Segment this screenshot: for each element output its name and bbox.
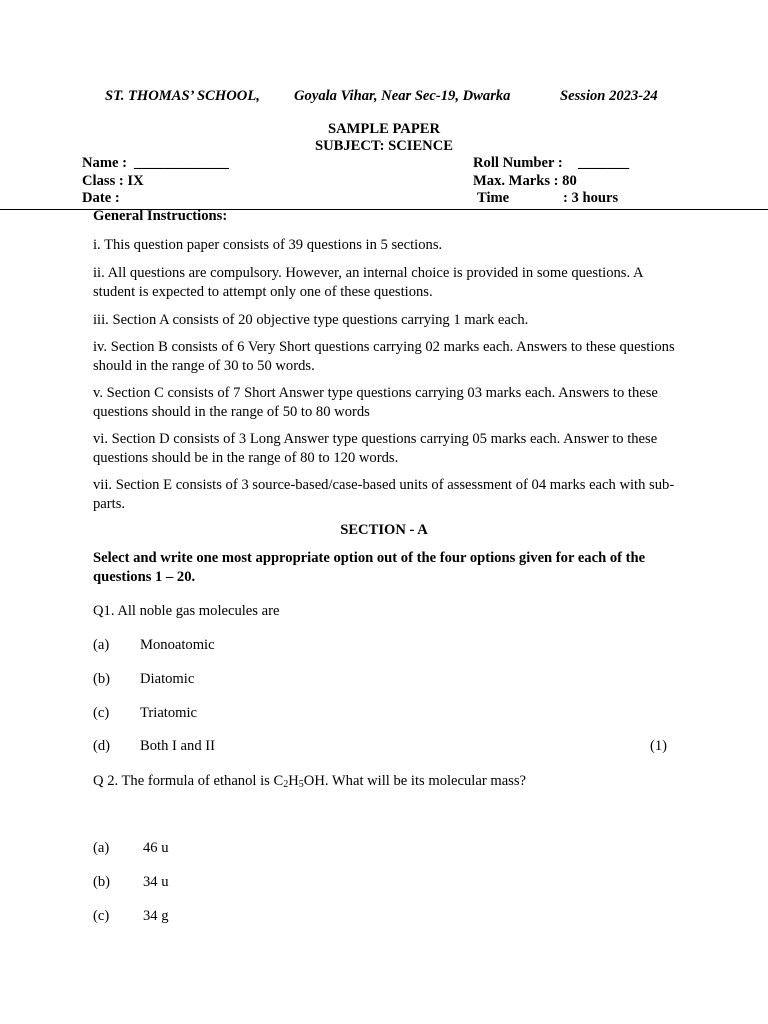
roll-blank: _______ — [578, 155, 630, 171]
time-value: : 3 hours — [563, 190, 619, 206]
paper-subject: SUBJECT: SCIENCE — [315, 138, 453, 154]
q1-text: Q1. All noble gas molecules are — [93, 603, 280, 619]
q1-option-text: Both I and II — [140, 738, 215, 754]
school-address: Goyala Vihar, Near Sec-19, Dwarka — [294, 88, 511, 104]
name-blank: _____________ — [134, 155, 229, 171]
section-a-heading: SECTION - A — [340, 522, 428, 538]
q2-option-label: (a) — [93, 840, 110, 856]
q1-marks: (1) — [650, 738, 668, 754]
q1-option-label: (a) — [93, 637, 110, 653]
q2-text-mid: H — [288, 773, 299, 789]
instruction-item: vii. Section E consists of 3 source-based/case-based units of assessment of 04 marks each with sub-parts. — [93, 477, 675, 512]
session: Session 2023-24 — [560, 88, 658, 104]
instruction-item: ii. All questions are compulsory. However, an internal choice is provided in some questions. A student is expected to attempt only one of these questions. — [93, 265, 643, 300]
q2-subscript: 2 — [283, 779, 289, 790]
date-label: Date : — [82, 190, 120, 206]
instruction-item: vi. Section D consists of 3 Long Answer type questions carrying 05 marks each. Answer to these questions should be in the range of 80 to 120 words. — [93, 431, 658, 466]
q2-option-text: 34 g — [143, 908, 169, 924]
max-marks: Max. Marks : 80 — [473, 173, 577, 189]
time-label: Time — [477, 190, 510, 206]
q1-option-label: (c) — [93, 705, 110, 721]
roll-label: Roll Number : — [473, 155, 563, 171]
q2-option-label: (c) — [93, 908, 110, 924]
q2-option-label: (b) — [93, 874, 111, 890]
q1-option-label: (b) — [93, 671, 111, 687]
instructions-heading: General Instructions: — [93, 208, 228, 224]
q1-option-text: Triatomic — [140, 705, 198, 721]
class-label: Class : IX — [82, 173, 144, 189]
section-a-directions: Select and write one most appropriate option out of the four options given for each of the questions 1 – 20. — [93, 550, 646, 585]
q2-option-text: 46 u — [143, 840, 169, 856]
paper-title: SAMPLE PAPER — [327, 121, 441, 137]
instruction-item: i. This question paper consists of 39 questions in 5 sections. — [93, 237, 443, 253]
name-label: Name : — [82, 155, 127, 171]
q2-option-text: 34 u — [143, 874, 169, 890]
q2-subscript: 5 — [298, 779, 304, 790]
instruction-item: v. Section C consists of 7 Short Answer type questions carrying 03 marks each. Answers to these questions should in the range of 50 to 80 words — [93, 385, 658, 420]
q1-option-label: (d) — [93, 738, 111, 754]
instruction-item: iii. Section A consists of 20 objective type questions carrying 1 mark each. — [93, 312, 529, 328]
q2-text — [93, 773, 526, 790]
q1-option-text: Monoatomic — [140, 637, 215, 653]
q2-text-suffix: OH. What will be its molecular mass? — [303, 773, 527, 789]
q1-option-text: Diatomic — [140, 671, 195, 687]
q2-text-prefix: Q 2. The formula of ethanol is C — [93, 773, 284, 789]
instruction-item: iv. Section B consists of 6 Very Short questions carrying 02 marks each. Answers to these questions should in the range of 30 to 50 words. — [93, 339, 675, 374]
school-name: ST. THOMAS’ SCHOOL, — [105, 88, 260, 104]
